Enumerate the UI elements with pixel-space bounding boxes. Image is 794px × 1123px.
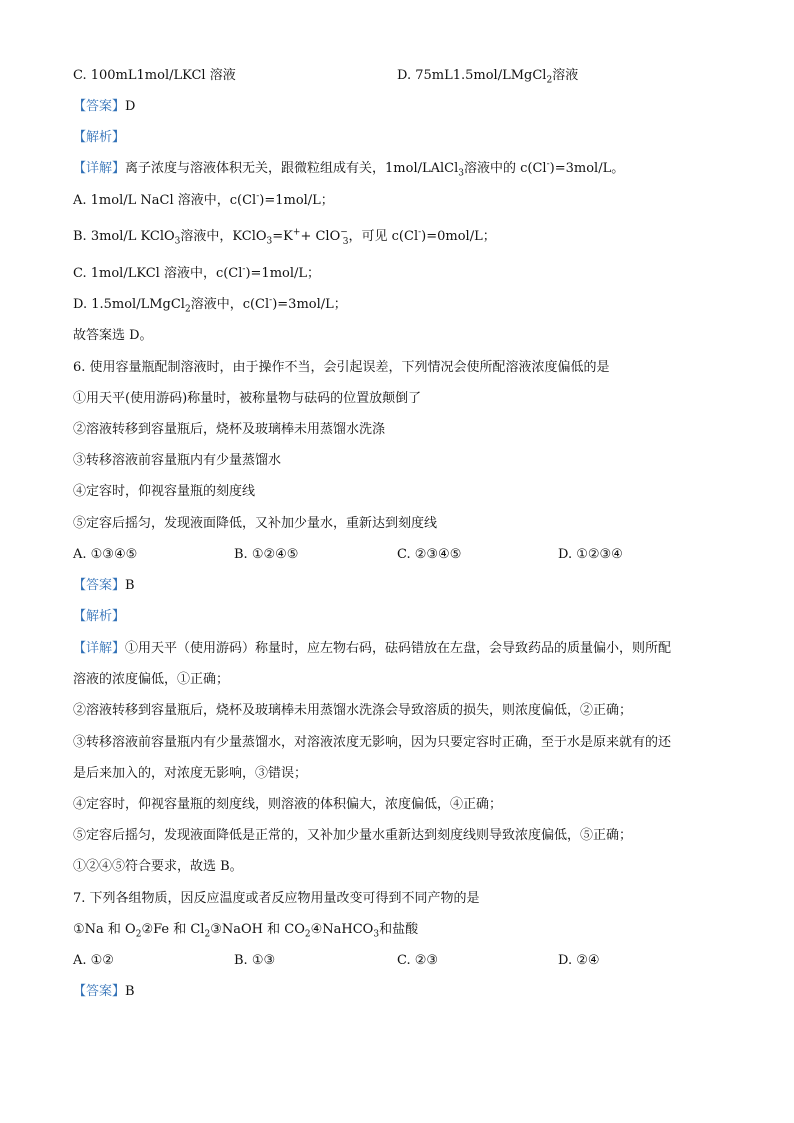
q6-option-a [73,545,137,565]
q6-item-3 [73,451,281,471]
detail-line-q6-4 [73,733,671,753]
analysis-label-q6 [73,607,125,627]
option-text: A. ①② [73,953,114,968]
detail-line-q6-1 [73,639,671,659]
q6-option-c [397,545,461,565]
detail-text: )=1mol/L； [259,193,334,208]
answer-value: B [125,578,135,593]
question-stem: 6. 使用容量瓶配制溶液时，由于操作不当，会引起误差，下列情况会使所配溶液浓度偏低的是 [73,360,610,375]
analysis-label-q5 [73,128,125,148]
detail-text: ④定容时，仰视容量瓶的刻度线，则溶液的体积偏大，浓度偏低，④正确； [73,797,503,812]
detail-text: B. 3mol/L KClO [73,229,175,244]
detail-line-q6-6 [73,795,502,815]
option-d-q5 [397,66,578,86]
analysis-label: 【解析】 [73,609,126,624]
detail-label: 【详解】 [73,641,126,656]
subscript: 2 [204,929,211,940]
subscript: 3 [373,929,380,940]
option-text: C. ②③ [397,953,439,968]
list-item: ②溶液转移到容量瓶后，烧杯及玻璃棒未用蒸馏水洗涤 [73,422,386,437]
q6-item-2 [73,420,385,440]
answer-label: 【答案】 [73,578,126,593]
detail-text: =K [272,229,293,244]
list-item: ②Fe 和 Cl [141,922,205,937]
q6-item-5 [73,514,437,534]
detail-text: ①②④⑤符合要求，故选 B。 [73,859,243,874]
list-item: ④定容时，仰视容量瓶的刻度线 [73,484,256,499]
list-item: ④NaHCO [310,922,374,937]
detail-text: 离子浓度与溶液体积无关，跟微粒组成有关，1mol/LAlCl [125,161,459,176]
detail-text: 溶液的浓度偏低，①正确； [73,672,230,687]
detail-text: )=0mol/L； [421,229,496,244]
detail-text: D. 1.5mol/LMgCl [73,297,185,312]
option-text: D. ②④ [558,953,600,968]
subscript: 2 [135,929,142,940]
superscript: - [256,191,260,202]
detail-label: 【详解】 [73,161,126,176]
detail-line-q6-3 [73,701,632,721]
answer-line-q6 [73,576,135,596]
detail-line-q6-7 [73,826,632,846]
option-text: B. ①③ [234,953,276,968]
conclusion-q5 [73,326,153,346]
q7-option-a [73,951,114,971]
option-d-suffix: 溶液 [552,68,579,83]
analysis-label: 【解析】 [73,130,126,145]
conclusion-text: 故答案选 D。 [73,328,153,343]
superscript: - [546,159,550,170]
option-text: D. ①②③④ [558,547,623,562]
subscript: 3 [266,236,273,247]
answer-line-q7 [73,982,135,1002]
list-item: ①Na 和 O [73,922,136,937]
option-c-q5 [73,66,236,86]
detail-text: ⑤定容后摇匀，发现液面降低是正常的，又补加少量水重新达到刻度线则导致浓度偏低，⑤正确； [73,828,633,843]
detail-line-q6-2 [73,670,229,690]
q6-item-4 [73,482,255,502]
subscript: 3 [174,236,181,247]
q7-option-c [397,951,438,971]
detail-text: 是后来加入的，对浓度无影响，③错误； [73,766,308,781]
detail-text: 溶液中，KClO [180,229,267,244]
detail-text: )=3mol/L。 [549,161,625,176]
detail-c-q5 [73,264,320,284]
list-item: 和盐酸 [379,922,419,937]
detail-text: C. 1mol/LKCl 溶液中，c(Cl [73,266,243,281]
detail-text: ①用天平（使用游码）称量时，应左物右码，砝码错放在左盘，会导致药品的质量偏小，则所配 [125,641,672,656]
subscript: 3 [342,236,349,247]
superscript: - [269,295,273,306]
answer-label: 【答案】 [73,99,126,114]
option-d-text: D. 75mL1.5mol/LMgCl [397,68,547,83]
answer-value: B [125,984,135,999]
detail-d-q5 [73,295,347,315]
superscript: − [340,227,348,238]
detail-text: A. 1mol/L NaCl 溶液中，c(Cl [73,193,257,208]
detail-b-q5 [73,227,496,247]
superscript: + [292,227,301,238]
superscript: - [242,264,246,275]
q7-option-d [558,951,600,971]
subscript: 2 [304,929,311,940]
detail-text: ③转移溶液前容量瓶内有少量蒸馏水，对溶液浓度无影响，因为只要定容时正确，至于水是原来就有的还 [73,735,672,750]
option-text: A. ①③④⑤ [73,547,138,562]
list-item: ③转移溶液前容量瓶内有少量蒸馏水 [73,453,282,468]
q7-option-b [234,951,275,971]
q6-item-1 [73,389,421,409]
detail-line-q6-5 [73,764,307,784]
answer-line-q5 [73,97,135,117]
detail-text: )=3mol/L； [272,297,347,312]
subscript: 2 [546,75,553,86]
list-item: ①用天平(使用游码)称量时，被称量物与砝码的位置放颠倒了 [73,391,422,406]
option-c-text: C. 100mL1mol/LKCl 溶液 [73,68,236,83]
question-7-stem [73,889,480,909]
question-6-stem [73,358,610,378]
detail-line-q5 [73,159,624,179]
answer-label: 【答案】 [73,984,126,999]
q6-option-d [558,545,623,565]
superscript: - [418,227,422,238]
detail-text: 溶液中的 c(Cl [464,161,547,176]
question-stem: 7. 下列各组物质，因反应温度或者反应物用量改变可得到不同产物的是 [73,891,480,906]
option-text: C. ②③④⑤ [397,547,462,562]
detail-text: + ClO [300,229,341,244]
detail-text: )=1mol/L； [245,266,321,281]
detail-text: ，可见 c(Cl [348,229,419,244]
answer-value: D [125,99,136,114]
subscript: 3 [458,168,464,179]
list-item: ⑤定容后摇匀，发现液面降低，又补加少量水，重新达到刻度线 [73,516,438,531]
option-text: B. ①②④⑤ [234,547,299,562]
ion-scripts [340,227,348,247]
detail-a-q5 [73,191,334,211]
q6-option-b [234,545,298,565]
detail-text: ②溶液转移到容量瓶后，烧杯及玻璃棒未用蒸馏水洗涤会导致溶质的损失，则浓度偏低，②正确； [73,703,633,718]
subscript: 2 [184,304,191,315]
q7-items [73,920,418,940]
detail-line-q6-8 [73,857,243,877]
detail-text: 溶液中，c(Cl [190,297,270,312]
list-item: ③NaOH 和 CO [210,922,305,937]
